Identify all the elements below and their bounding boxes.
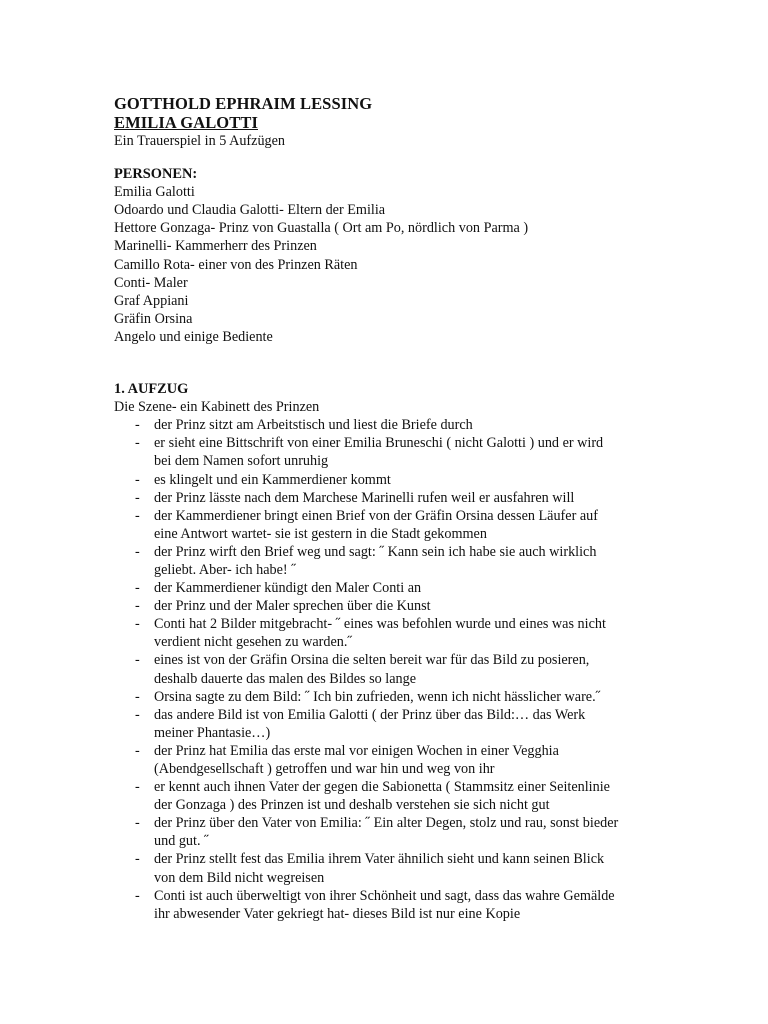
list-item-line: der Kammerdiener bringt einen Brief von der Gräfin Orsina dessen Läufer auf [154, 507, 598, 524]
play-subtitle: Ein Trauerspiel in 5 Aufzügen [114, 133, 286, 149]
list-item-line: der Prinz sitzt am Arbeitstisch und liest die Briefe durch [154, 417, 473, 434]
cast-member: Angelo und einige Bediente [114, 328, 273, 345]
list-item [114, 814, 674, 850]
list-item [114, 489, 674, 507]
list-item [114, 597, 674, 615]
list-item-line: der Prinz hat Emilia das erste mal vor einigen Wochen in einer Vegghia [154, 742, 559, 759]
cast-member: Camillo Rota- einer von des Prinzen Räten [114, 256, 358, 273]
list-item-line: der Prinz lässte nach dem Marchese Marinelli rufen weil er ausfahren will [154, 489, 575, 506]
list-item [114, 887, 674, 923]
play-title: EMILIA GALOTTI [114, 113, 258, 132]
list-item-line: es klingelt und ein Kammerdiener kommt [154, 471, 391, 488]
list-item-line: geliebt. Aber- ich habe! ˝ [154, 561, 296, 578]
list-item-line: Conti hat 2 Bilder mitgebracht- ˝ eines was befohlen wurde und eines was nicht [154, 616, 606, 633]
list-item-line: er sieht eine Bittschrift von einer Emilia Bruneschi ( nicht Galotti ) und er wird [154, 435, 604, 452]
cast-member: Marinelli- Kammerherr des Prinzen [114, 238, 317, 255]
list-item-line: (Abendgesellschaft ) getroffen und war hin und weg von ihr [154, 761, 495, 777]
bullet-dash: - [135, 887, 140, 904]
bullet-dash: - [135, 742, 140, 759]
bullet-dash: - [135, 598, 140, 615]
bullet-dash: - [135, 688, 140, 705]
list-item-line: Conti ist auch überweltigt von ihrer Schönheit und sagt, dass das wahre Gemälde [154, 887, 615, 904]
cast-member: Graf Appiani [114, 292, 189, 309]
list-item-line: der Kammerdiener kündigt den Maler Conti an [154, 580, 422, 597]
list-item-line: verdient nicht gesehen zu warden.˝ [154, 634, 353, 651]
list-item [114, 778, 674, 814]
list-item-line: und gut. ˝ [154, 833, 209, 850]
act-heading: 1. AUFZUG [114, 381, 189, 398]
list-item-line: der Prinz stellt fest das Emilia ihrem Vater ähnilich sieht und kann seinen Blick [154, 851, 605, 868]
list-item [114, 850, 674, 886]
list-item-line: er kennt auch ihnen Vater der gegen die Sabionetta ( Stammsitz einer Seitenlinie [154, 779, 610, 796]
bullet-dash: - [135, 471, 140, 488]
cast-list [114, 183, 674, 346]
list-item [114, 416, 674, 434]
list-item-line: der Prinz über den Vater von Emilia: ˝ Ein alter Degen, stolz und rau, sonst bieder [154, 815, 619, 832]
list-item-line: meiner Phantasie…) [154, 724, 271, 741]
bullet-dash: - [135, 543, 140, 560]
bullet-dash: - [135, 779, 140, 796]
bullet-dash: - [135, 507, 140, 524]
list-item-line: der Prinz und der Maler sprechen über die Kunst [154, 598, 431, 615]
list-item [114, 579, 674, 597]
spacer [114, 346, 674, 380]
list-item [114, 706, 674, 742]
list-item [114, 434, 674, 470]
list-item-line: der Gonzaga ) des Prinzen ist und deshalb verstehen sie sich nicht gut [154, 797, 550, 814]
list-item [114, 471, 674, 489]
list-item-line: der Prinz wirft den Brief weg und sagt: ˝ Kann sein ich habe sie auch wirklich [154, 543, 597, 560]
bullet-dash: - [135, 616, 140, 633]
list-item [114, 615, 674, 651]
bullet-dash: - [135, 815, 140, 832]
spacer [114, 150, 674, 165]
list-item-line: deshalb dauerte das malen des Bildes so lange [154, 670, 416, 687]
list-item [114, 507, 674, 543]
list-item-line: das andere Bild ist von Emilia Galotti ( der Prinz über das Bild:… das Werk [154, 706, 586, 723]
list-item-line: ihr abwesender Vater gekriegt hat- dieses Bild ist nur eine Kopie [154, 905, 521, 922]
cast-member: Hettore Gonzaga- Prinz von Guastalla ( Ort am Po, nördlich von Parma ) [114, 220, 529, 237]
cast-member: Emilia Galotti [114, 184, 195, 201]
document-page [114, 94, 674, 923]
list-item-line: eine Antwort wartet- sie ist gestern in die Stadt gekommen [154, 525, 487, 542]
list-item-line: von dem Bild nicht wegreisen [154, 869, 325, 886]
list-item-line: eines ist von der Gräfin Orsina die selten bereit war für das Bild zu posieren, [154, 652, 590, 669]
cast-member: Conti- Maler [114, 274, 188, 291]
bullet-dash: - [135, 435, 140, 452]
author-heading: GOTTHOLD EPHRAIM LESSING [114, 94, 373, 113]
bullet-dash: - [135, 652, 140, 669]
bullet-dash: - [135, 417, 140, 434]
scene-setting: Die Szene- ein Kabinett des Prinzen [114, 399, 320, 416]
scene-list [114, 416, 674, 923]
bullet-dash: - [135, 851, 140, 868]
bullet-dash: - [135, 580, 140, 597]
bullet-dash: - [135, 706, 140, 723]
list-item [114, 651, 674, 687]
list-item-line: Orsina sagte zu dem Bild: ˝ Ich bin zufrieden, wenn ich nicht hässlicher ware.˝ [154, 688, 601, 705]
cast-member: Odoardo und Claudia Galotti- Eltern der Emilia [114, 202, 386, 219]
list-item-line: bei dem Namen sofort unruhig [154, 453, 329, 470]
cast-member: Gräfin Orsina [114, 310, 193, 327]
list-item [114, 742, 674, 778]
list-item [114, 688, 674, 706]
list-item [114, 543, 674, 579]
bullet-dash: - [135, 489, 140, 506]
cast-heading: PERSONEN: [114, 166, 198, 183]
